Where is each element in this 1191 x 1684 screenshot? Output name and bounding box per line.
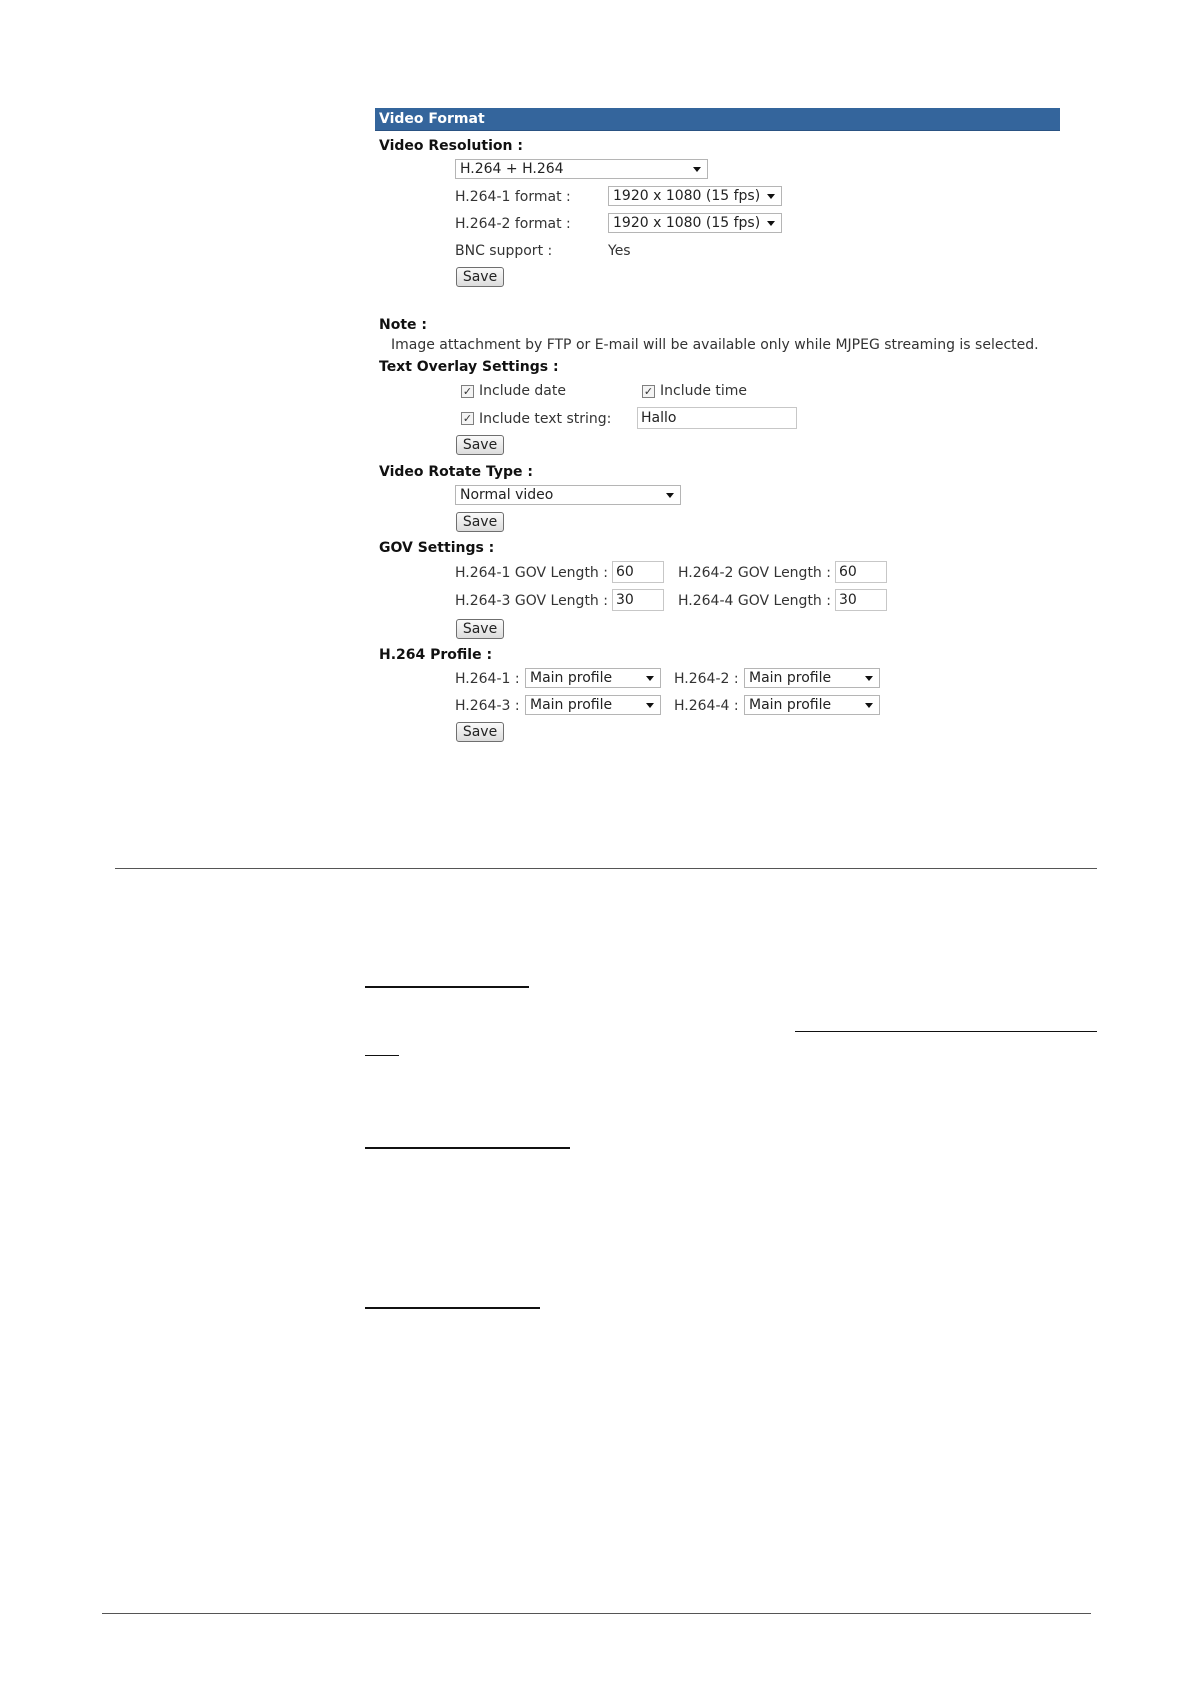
- overlay-text-input[interactable]: Hallo: [637, 407, 797, 429]
- heading-underline: [365, 1147, 570, 1149]
- profile-h264-1-select[interactable]: [525, 668, 661, 688]
- chevron-down-icon: [646, 703, 654, 708]
- profile-h264-2-label: H.264-2 :: [674, 671, 739, 687]
- gov-h264-4-input[interactable]: 30: [835, 589, 887, 611]
- note-title: Note :: [379, 317, 427, 333]
- profile-h264-2-select[interactable]: [744, 668, 880, 688]
- link-underline: [795, 1031, 1097, 1032]
- note-text: Image attachment by FTP or E-mail will be available only while MJPEG streaming is selected.: [391, 337, 1039, 353]
- profile-h264-4-select[interactable]: [744, 695, 880, 715]
- rotate-title: Video Rotate Type :: [379, 464, 533, 480]
- include-date-label: Include date: [479, 383, 566, 399]
- check-icon: ✓: [462, 385, 473, 398]
- gov-h264-3-label: H.264-3 GOV Length :: [455, 593, 608, 609]
- gov-h264-2-label: H.264-2 GOV Length :: [678, 565, 831, 581]
- stream-mode-select[interactable]: [455, 159, 708, 179]
- video-format-header: Video Format: [375, 108, 1060, 131]
- profile-title: H.264 Profile :: [379, 647, 493, 663]
- resolution-save-button[interactable]: Save: [456, 267, 504, 287]
- rotate-save-button[interactable]: Save: [456, 512, 504, 532]
- h264-2-format-value: 1920 x 1080 (15 fps): [613, 215, 761, 231]
- profile-h264-3-label: H.264-3 :: [455, 698, 520, 714]
- include-text-label: Include text string:: [479, 411, 612, 427]
- include-time-label: Include time: [660, 383, 748, 399]
- include-text-checkbox[interactable]: [461, 412, 474, 425]
- profile-h264-3-value: Main profile: [530, 697, 613, 713]
- h264-2-format-label: H.264-2 format :: [455, 216, 571, 232]
- rotate-type-value: Normal video: [460, 487, 554, 503]
- chevron-down-icon: [646, 676, 654, 681]
- link-underline: [365, 1055, 399, 1056]
- profile-save-button[interactable]: Save: [456, 722, 504, 742]
- h264-2-format-select[interactable]: [608, 213, 782, 233]
- profile-h264-4-label: H.264-4 :: [674, 698, 739, 714]
- heading-underline: [365, 986, 529, 988]
- profile-h264-4-value: Main profile: [749, 697, 832, 713]
- rotate-type-select[interactable]: [455, 485, 681, 505]
- stream-mode-value: H.264 + H.264: [460, 161, 564, 177]
- bnc-support-label: BNC support :: [455, 243, 553, 259]
- check-icon: ✓: [462, 412, 473, 425]
- include-time-checkbox[interactable]: [642, 385, 655, 398]
- chevron-down-icon: [767, 221, 775, 226]
- check-icon: ✓: [643, 385, 654, 398]
- h264-1-format-select[interactable]: [608, 186, 782, 206]
- chevron-down-icon: [666, 493, 674, 498]
- video-resolution-title: Video Resolution :: [379, 138, 523, 154]
- gov-h264-3-input[interactable]: 30: [612, 589, 664, 611]
- include-date-checkbox[interactable]: [461, 385, 474, 398]
- gov-title: GOV Settings :: [379, 540, 495, 556]
- h264-1-format-label: H.264-1 format :: [455, 189, 571, 205]
- bnc-support-value: Yes: [608, 243, 631, 259]
- chevron-down-icon: [693, 167, 701, 172]
- overlay-save-button[interactable]: Save: [456, 435, 504, 455]
- gov-h264-1-input[interactable]: 60: [612, 561, 664, 583]
- gov-h264-4-label: H.264-4 GOV Length :: [678, 593, 831, 609]
- h264-1-format-value: 1920 x 1080 (15 fps): [613, 188, 761, 204]
- gov-h264-2-input[interactable]: 60: [835, 561, 887, 583]
- profile-h264-1-label: H.264-1 :: [455, 671, 520, 687]
- gov-h264-1-label: H.264-1 GOV Length :: [455, 565, 608, 581]
- chevron-down-icon: [865, 703, 873, 708]
- profile-h264-3-select[interactable]: [525, 695, 661, 715]
- chevron-down-icon: [865, 676, 873, 681]
- profile-h264-2-value: Main profile: [749, 670, 832, 686]
- profile-h264-1-value: Main profile: [530, 670, 613, 686]
- gov-save-button[interactable]: Save: [456, 619, 504, 639]
- heading-underline: [365, 1307, 540, 1309]
- chevron-down-icon: [767, 194, 775, 199]
- section-divider: [115, 868, 1097, 869]
- footer-divider: [102, 1613, 1091, 1614]
- text-overlay-title: Text Overlay Settings :: [379, 359, 559, 375]
